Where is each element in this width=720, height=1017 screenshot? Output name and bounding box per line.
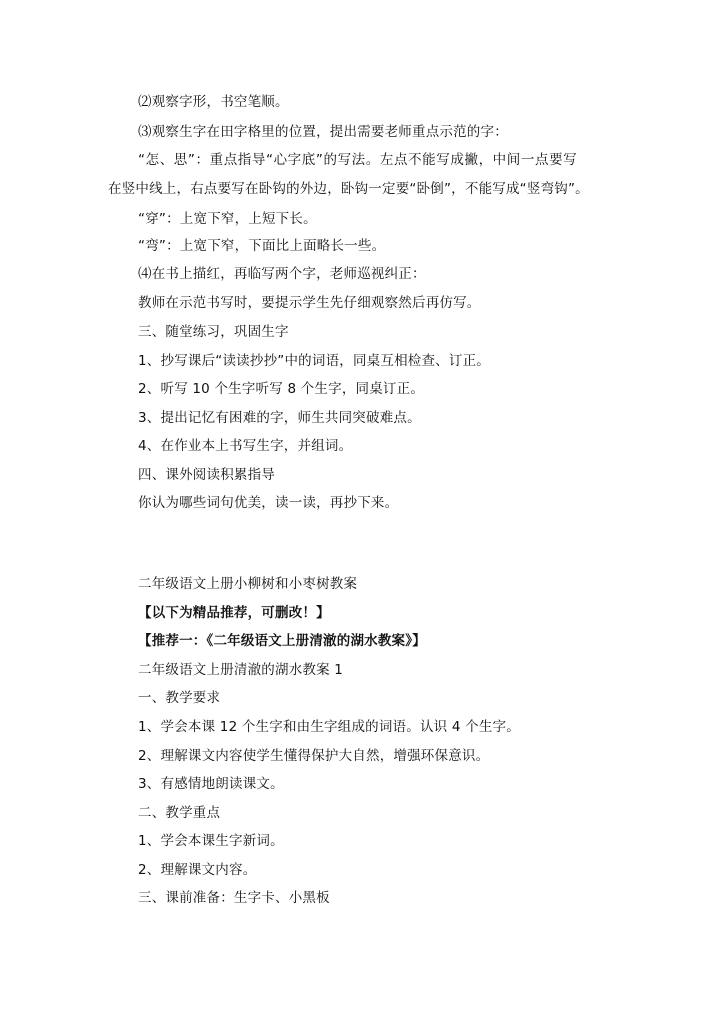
list-item-requirement-1: 1、学会本课 12 个生字和由生字组成的词语。认识 4 个生字。 [138, 719, 520, 735]
list-item-key-point-1: 1、学会本课生字新词。 [138, 833, 284, 849]
paragraph-wan-guide: “弯”：上宽下窄，下面比上面略长一些。 [138, 238, 386, 254]
paragraph-step-2: ⑵观察字形，书空笔顺。 [138, 94, 289, 110]
recommendation-note: 【以下为精品推荐，可删改！】 [138, 605, 330, 621]
lesson-plan-title: 二年级语文上册小柳树和小枣树教案 [138, 576, 358, 592]
section-heading-practice: 三、随堂练习，巩固生字 [138, 324, 289, 340]
paragraph-chuan-guide: “穿”：上宽下窄，上短下长。 [138, 211, 317, 227]
paragraph-step-3: ⑶观察生字在田字格里的位置，提出需要老师重点示范的字： [138, 124, 508, 140]
section-heading-reading: 四、课外阅读积累指导 [138, 467, 275, 483]
recommendation-one-title: 【推荐一：《二年级语文上册清澈的湖水教案》】 [138, 633, 426, 649]
list-item-key-point-2: 2、理解课文内容。 [138, 862, 257, 878]
paragraph-step-4: ⑷在书上描红，再临写两个字，老师巡视纠正： [138, 266, 426, 282]
list-item-practice-1: 1、抄写课后“读读抄抄”中的词语，同桌互相检查、订正。 [138, 353, 490, 369]
list-item-requirement-2: 2、理解课文内容使学生懂得保护大自然，增强环保意识。 [138, 748, 490, 764]
list-item-practice-4: 4、在作业本上书写生字，并组词。 [138, 438, 353, 454]
paragraph-zen-si-guide: “怎、思”：重点指导“心字底”的写法。左点不能写成撇，中间一点要写 [138, 152, 578, 168]
paragraph-reading-task: 你认为哪些词句优美，读一读，再抄下来。 [138, 495, 399, 511]
paragraph-teacher-demo: 教师在示范书写时，要提示学生先仔细观察然后再仿写。 [138, 295, 481, 311]
section-heading-requirements: 一、教学要求 [138, 690, 221, 706]
list-item-practice-3: 3、提出记忆有困难的字，师生共同突破难点。 [138, 410, 421, 426]
paragraph-zen-si-guide-cont: 在竖中线上，右点要写在卧钩的外边，卧钩一定要“卧倒”，不能写成“竖弯钩”。 [108, 181, 589, 197]
section-heading-preparation: 三、课前准备：生字卡、小黑板 [138, 890, 330, 906]
list-item-practice-2: 2、听写 10 个生字听写 8 个生字，同桌订正。 [138, 381, 425, 397]
section-heading-key-points: 二、教学重点 [138, 805, 221, 821]
lesson-plan-subtitle: 二年级语文上册清澈的湖水教案 1 [138, 662, 344, 678]
list-item-requirement-3: 3、有感情地朗读课文。 [138, 776, 284, 792]
